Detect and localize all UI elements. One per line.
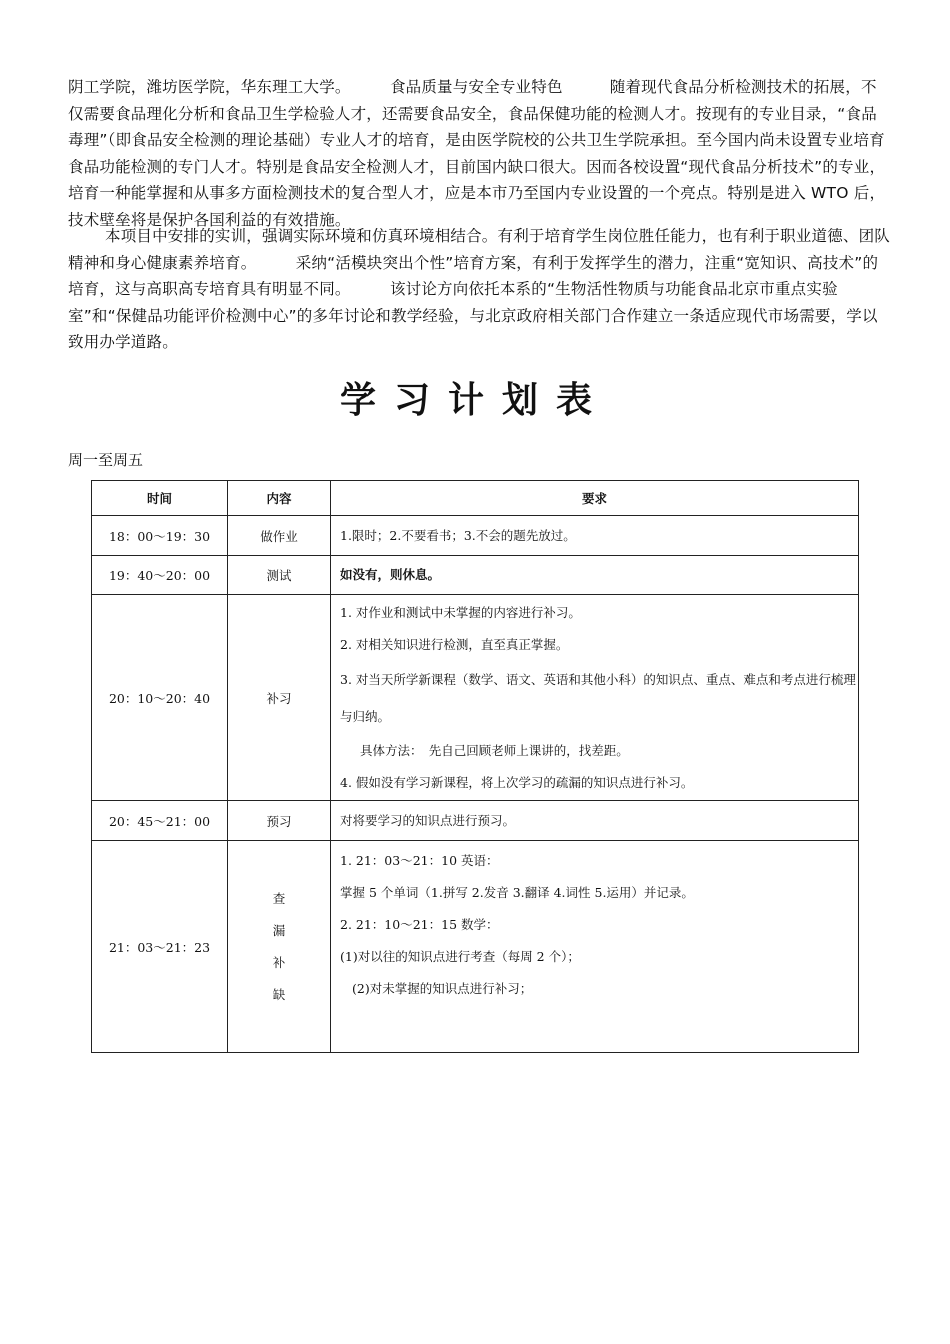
requirement-line: 1. 对作业和测试中未掌握的内容进行补习。 <box>340 605 581 620</box>
content-char: 补 <box>272 954 286 970</box>
table-row <box>92 516 859 556</box>
requirement-line: 2. 21：10～21：15 数学： <box>340 917 499 932</box>
row-requirement <box>331 595 859 801</box>
page-title: 学习计划表 <box>339 379 610 421</box>
requirement-line: 1.限时；2.不要看书；3.不会的题先放过。 <box>340 527 576 543</box>
row-time: 19：40～20：00 <box>92 556 228 595</box>
content-char: 漏 <box>272 922 286 938</box>
content-char: 缺 <box>272 986 286 1002</box>
study-plan-table <box>91 480 859 1053</box>
requirement-line: 4. 假如没有学习新课程，将上次学习的疏漏的知识点进行补习。 <box>340 775 694 790</box>
table-row <box>92 841 859 1053</box>
requirement-line: 1. 21：03～21：10 英语： <box>340 853 499 868</box>
row-time: 20：10～20：40 <box>92 595 228 801</box>
table-row <box>92 801 859 841</box>
row-content <box>228 841 331 1053</box>
row-content: 补习 <box>228 595 331 801</box>
row-time: 21：03～21：23 <box>92 841 228 1053</box>
body-paragraph-2: 本项目中安排的实训，强调实际环境和仿真环境相结合。有利于培育学生岗位胜任能力，也有利于职业道德、团队精神和身心健康素养培育。 采纳“活模块突出个性”培育方案，有利于发挥学生的潜力，注重“宽知识、高技术”的培育，这与高职高专培育具有明显不同。 该讨论方向依托本系的“生物活性物质与功能食品北京市重点实验室”和“保健品功能评价检测中心”的多年讨论和教学经验，与北京政府相关部门合作建立一条适应现代市场需要，学以致用办学道路。 <box>68 227 891 351</box>
requirement-line: 对将要学习的知识点进行预习。 <box>340 812 516 828</box>
row-time: 20：45～21：00 <box>92 801 228 841</box>
schedule-subtitle: 周一至周五 <box>68 451 144 469</box>
row-content: 预习 <box>228 801 331 841</box>
header-content: 内容 <box>228 481 331 516</box>
table-header-row <box>92 481 859 516</box>
requirement-line: 具体方法： 先自己回顾老师上课讲的，找差距。 <box>360 743 629 758</box>
requirement-line: 掌握 5 个单词（1.拼写 2.发音 3.翻译 4.词性 5.运用）并记录。 <box>340 885 694 900</box>
requirement-line: (2)对未掌握的知识点进行补习； <box>352 981 533 996</box>
table-row <box>92 595 859 801</box>
content-char: 查 <box>272 890 286 906</box>
table-row <box>92 556 859 595</box>
requirement-line: 如没有，则休息。 <box>340 567 441 582</box>
requirement-line: (1)对以往的知识点进行考查（每周 2 个）； <box>340 949 580 964</box>
body-paragraph-1: 阴工学院，潍坊医学院，华东理工大学。 食品质量与安全专业特色 随着现代食品分析检测技术的拓展，不仅需要食品理化分析和食品卫生学检验人才，还需要食品安全，食品保健功能的检测人才。按现有的专业目录，“食品毒理”（即食品安全检测的理论基础）专业人才的培育，是由医学院校的公共卫生学院承担。至今国内尚未设置专业培育食品功能检测的专门人才。特别是食品安全检测人才，目前国内缺口很大。因而各校设置“现代食品分析技术”的专业，培育一种能掌握和从事多方面检测技术的复合型人才，应是本市乃至国内专业设置的一个亮点。特别是进入 WTO 后，技术壁垒将是保护各国利益的有效措施。 <box>68 78 886 229</box>
row-requirement <box>331 841 859 1053</box>
row-requirement <box>331 801 859 841</box>
header-requirement: 要求 <box>331 481 859 516</box>
requirement-line: 3. 对当天所学新课程（数学、语文、英语和其他小科）的知识点、重点、难点和考点进行梳理与归纳。 <box>340 672 856 724</box>
row-time: 18：00～19：30 <box>92 516 228 556</box>
row-requirement <box>331 556 859 595</box>
row-content: 测试 <box>228 556 331 595</box>
header-time: 时间 <box>92 481 228 516</box>
requirement-line: 2. 对相关知识进行检测，直至真正掌握。 <box>340 637 569 652</box>
row-content: 做作业 <box>228 516 331 556</box>
row-requirement <box>331 516 859 556</box>
